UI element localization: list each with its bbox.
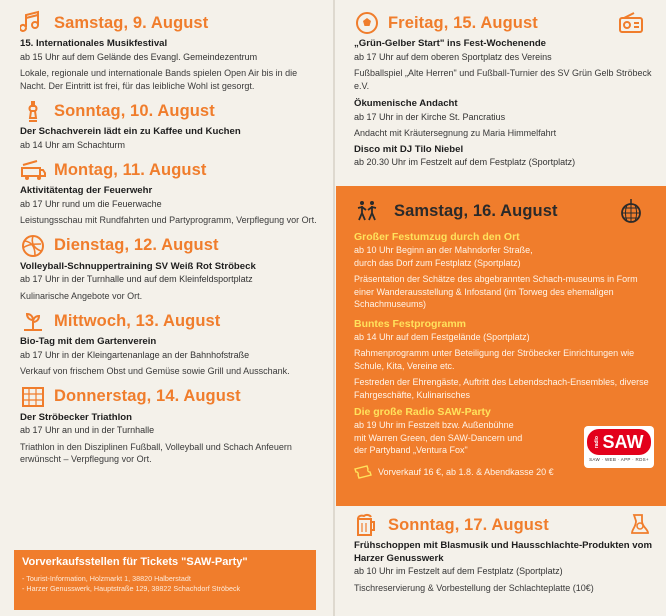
saw-logo-brand: SAW	[602, 431, 644, 452]
tickets-title: Vorverkaufsstellen für Tickets "SAW-Party"	[22, 556, 248, 568]
day-header	[354, 196, 654, 226]
day-saturday-9	[20, 10, 320, 92]
event-time: der Partyband „Ventura Fox"	[354, 445, 468, 455]
day-title: Dienstag, 12. August	[54, 236, 219, 254]
event-title: Volleyball-Schnuppertraining SV Weiß Rot Ströbeck	[20, 260, 256, 272]
event-title: Buntes Festprogramm	[354, 317, 467, 330]
day-friday-15	[354, 10, 652, 169]
event-time: ab 20.30 Uhr im Festzelt auf dem Festplatz (Sportplatz)	[354, 157, 576, 167]
left-column	[0, 0, 332, 616]
radio-icon	[618, 10, 652, 36]
ticket-sales-box	[14, 550, 316, 610]
beer-mug-icon	[354, 512, 388, 538]
event-title: Der Ströbecker Triathlon	[20, 411, 132, 423]
event-description: Rahmenprogramm unter Beteiligung der Ströbecker Einrichtungen wie Schule, Kita, Vereine etc.	[354, 348, 635, 371]
day-title: Freitag, 15. August	[388, 13, 538, 32]
day-sunday-17	[354, 512, 654, 594]
event-time: ab 19 Uhr im Festzelt bzw. Außenbühne	[354, 420, 514, 430]
event-title: Aktivitätentag der Feuerwehr	[20, 185, 153, 196]
event-time: ab 10 Uhr Beginn an der Mahndorfer Straße,	[354, 245, 533, 255]
tuba-icon	[626, 512, 660, 538]
volleyball-icon	[20, 233, 54, 259]
event-description: Verkauf von frischem Obst und Gemüse sowie Grill und Ausschank.	[20, 366, 290, 376]
day-title: Samstag, 9. August	[54, 13, 209, 32]
tickets-location: - Harzer Genusswerk, Hauptstraße 129, 38822 Schachdorf Ströbeck	[22, 584, 241, 593]
event-title: „Grün-Gelber Start" ins Fest-Wochenende	[354, 38, 547, 49]
day-header	[354, 512, 654, 538]
event-title: Ökumenische Andacht	[354, 98, 458, 109]
saw-logo-radio: radio	[594, 435, 601, 449]
event-title: Der Schachverein lädt ein zu Kaffee und Kuchen	[20, 126, 241, 137]
day-title: Mittwoch, 13. August	[54, 311, 221, 330]
ticket-icon	[354, 465, 372, 479]
radio-saw-logo	[584, 426, 654, 468]
day-title: Montag, 11. August	[54, 160, 207, 179]
event-description: Lokale, regionale und internationale Bands spielen Open Air bis in die Nacht. Der Eintritt ist frei, für das leibliche Wohl ist gesorgt.	[20, 68, 298, 91]
event-time: durch das Dorf zum Festplatz (Sportplatz)	[354, 257, 521, 268]
event-description: Triathlon in den Disziplinen Fußball, Volleyball und Schach Anfeuern erwünscht – Verpflegung vor Ort.	[20, 441, 292, 464]
day-monday-11	[20, 157, 320, 227]
saw-logo-mark	[587, 429, 651, 455]
chess-piece-icon	[20, 98, 54, 124]
event-time: ab 14 Uhr am Schachturm	[20, 139, 126, 150]
event-time: ab 15 Uhr auf dem Gelände des Evangl. Gemeindezentrum	[20, 51, 258, 62]
disco-ball-icon	[618, 198, 652, 224]
event-description: Tischreservierung & Vorbestellung der Schlachteplatte (10€)	[354, 582, 594, 593]
event-time: ab 17 Uhr an und in der Turnhalle	[20, 425, 155, 435]
presale-text: Vorverkauf 16 €, ab 1.8. & Abendkasse 20 €	[378, 466, 554, 477]
event-description: Fußballspiel „Alte Herren" und Fußball-Turnier des SV Grün Gelb Ströbeck e.V.	[354, 68, 652, 91]
column-divider	[333, 0, 335, 616]
day-tuesday-12	[20, 233, 320, 303]
saturday-highlight-box	[336, 186, 666, 506]
event-time: mit Warren Green, den SAW-Dancern und	[354, 432, 523, 443]
day-header	[20, 308, 320, 334]
event-time: ab 17 Uhr in der Kirche St. Pancratius	[354, 111, 506, 122]
day-header	[20, 98, 320, 124]
garden-icon	[20, 308, 54, 334]
day-title: Sonntag, 10. August	[54, 101, 215, 120]
day-title: Samstag, 16. August	[394, 201, 558, 220]
event-title: Bio-Tag mit dem Gartenverein	[20, 336, 157, 347]
event-time: ab 14 Uhr auf dem Festgelände (Sportplatz)	[354, 331, 530, 342]
event-title: 15. Internationales Musikfestival	[20, 38, 168, 49]
event-title: Großer Festumzug durch den Ort	[354, 231, 520, 243]
soccer-ball-icon	[354, 10, 388, 36]
day-header	[20, 233, 320, 259]
day-title: Donnerstag, 14. August	[54, 387, 241, 405]
event-title: Disco mit DJ Tilo Niebel	[354, 143, 464, 155]
saw-logo-sub: SAW · WEB · APP · RDS+	[589, 457, 649, 462]
event-time: ab 17 Uhr in der Turnhalle und auf dem Kleinfeldsportplatz	[20, 274, 253, 284]
event-time: ab 17 Uhr in der Kleingartenanlage an der Bahnhofstraße	[20, 349, 250, 360]
day-header	[354, 10, 652, 36]
day-header	[20, 10, 320, 36]
event-description: Kulinarische Angebote vor Ort.	[20, 290, 143, 301]
tickets-location: - Tourist-Information, Holzmarkt 1, 38820 Halberstadt	[22, 574, 191, 583]
event-description: Festreden der Ehrengäste, Auftritt des Lebendschach-Ensembles, diverse Fahrgeschäfte, Kulinarisches	[354, 377, 649, 400]
event-description: Präsentation der Schätze des abgebrannten Schach-museums in Form einer Wanderausstellung & Infostand (im Torweg des ehemaligen Schachmuseums)	[354, 274, 638, 309]
day-title: Sonntag, 17. August	[388, 515, 549, 534]
event-description: Leistungsschau mit Rundfahrten und Partyprogramm, Verpflegung vor Ort.	[20, 215, 317, 225]
event-time: ab 10 Uhr im Festzelt auf dem Festplatz (Sportplatz)	[354, 566, 563, 576]
event-time: ab 17 Uhr auf dem oberen Sportplatz des Vereins	[354, 51, 552, 62]
day-wednesday-13	[20, 308, 320, 378]
event-time: ab 17 Uhr rund um die Feuerwache	[20, 198, 162, 209]
event-description: Andacht mit Kräutersegnung zu Maria Himmelfahrt	[354, 128, 557, 138]
day-header	[20, 157, 320, 183]
dancers-icon	[354, 198, 394, 224]
event-title: Frühschoppen mit Blasmusik und Hausschlachte-Produkten vom Harzer Genusswerk	[354, 540, 652, 564]
day-header	[20, 384, 320, 410]
fire-truck-icon	[20, 157, 54, 183]
event-title: Die große Radio SAW-Party	[354, 406, 491, 418]
day-thursday-14	[20, 384, 320, 466]
right-column	[336, 0, 666, 616]
day-sunday-10	[20, 98, 320, 151]
triathlon-icon	[20, 384, 54, 410]
music-notes-icon	[20, 10, 54, 36]
